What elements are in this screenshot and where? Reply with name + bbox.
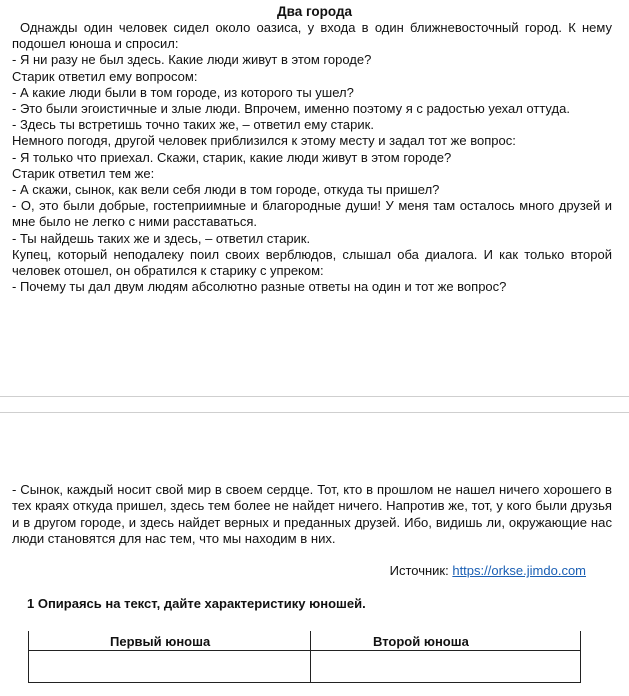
- page-divider: [0, 412, 629, 413]
- page-title: Два города: [276, 4, 353, 19]
- story-paragraph: Немного погодя, другой человек приблизился к этому месту и задал тот же вопрос:: [12, 133, 516, 149]
- table-border-middle: [310, 631, 311, 683]
- story-paragraph: - А скажи, сынок, как вели себя люди в том городе, откуда ты пришел?: [12, 182, 440, 198]
- story-paragraph: - О, это были добрые, гостеприимные и благородные души! У меня там осталось много друзей и мне было не легко с ними расставаться.: [12, 198, 612, 230]
- column-header-first-youth: Первый юноша: [110, 634, 211, 649]
- story-paragraph: - Это были эгоистичные и злые люди. Впрочем, именно поэтому я с радостью уехал оттуда.: [12, 101, 570, 117]
- story-paragraph: - А какие люди были в том городе, из которого ты ушел?: [12, 84, 354, 100]
- story-text-top: [12, 20, 612, 295]
- story-paragraph: Старик ответил ему вопросом:: [12, 68, 198, 84]
- story-paragraph: - Я только что приехал. Скажи, старик, какие люди живут в этом городе?: [12, 149, 452, 165]
- story-paragraph: - Сынок, каждый носит свой мир в своем сердце. Тот, кто в прошлом не нашел ничего хорошего в тех краях откуда пришел, здесь тем более не найдет ничего. Напротив же, тот, у кого были друзья и в другом городе, и здесь найдет верных и преданных друзей. Ибо, видишь ли, окружающие нас люди становятся для нас тем, что мы находим в них.: [12, 482, 612, 547]
- story-paragraph: Однажды один человек сидел около оазиса, у входа в один ближневосточный город. К нему подошел юноша и спросил:: [12, 20, 612, 52]
- table-border-left: [28, 631, 29, 683]
- story-paragraph: Старик ответил тем же:: [12, 165, 155, 181]
- story-paragraph: - Почему ты дал двум людям абсолютно разные ответы на один и тот же вопрос?: [12, 279, 507, 295]
- story-text-bottom: [12, 482, 612, 548]
- table-row-line: [28, 682, 581, 683]
- table-border-right: [580, 631, 581, 683]
- source-label: Источник:: [389, 563, 453, 578]
- source-line: [390, 563, 586, 578]
- story-paragraph: - Я ни разу не был здесь. Какие люди живут в этом городе?: [12, 52, 372, 68]
- column-header-second-youth: Второй юноша: [373, 634, 469, 649]
- page-divider: [0, 396, 629, 397]
- table-row-line: [28, 650, 581, 651]
- story-paragraph: Купец, который неподалеку поил своих верблюдов, слышал оба диалога. И как только второй человек отошел, он обратился к старику с упреком:: [12, 246, 612, 279]
- story-paragraph: - Ты найдешь таких же и здесь, – ответил старик.: [12, 230, 311, 246]
- story-paragraph: - Здесь ты встретишь точно таких же, – ответил ему старик.: [12, 117, 374, 133]
- answer-table: [28, 631, 581, 683]
- source-link[interactable]: https://orkse.jimdo.com: [452, 563, 586, 578]
- task-question: 1 Опираясь на текст, дайте характеристику юношей.: [27, 596, 366, 611]
